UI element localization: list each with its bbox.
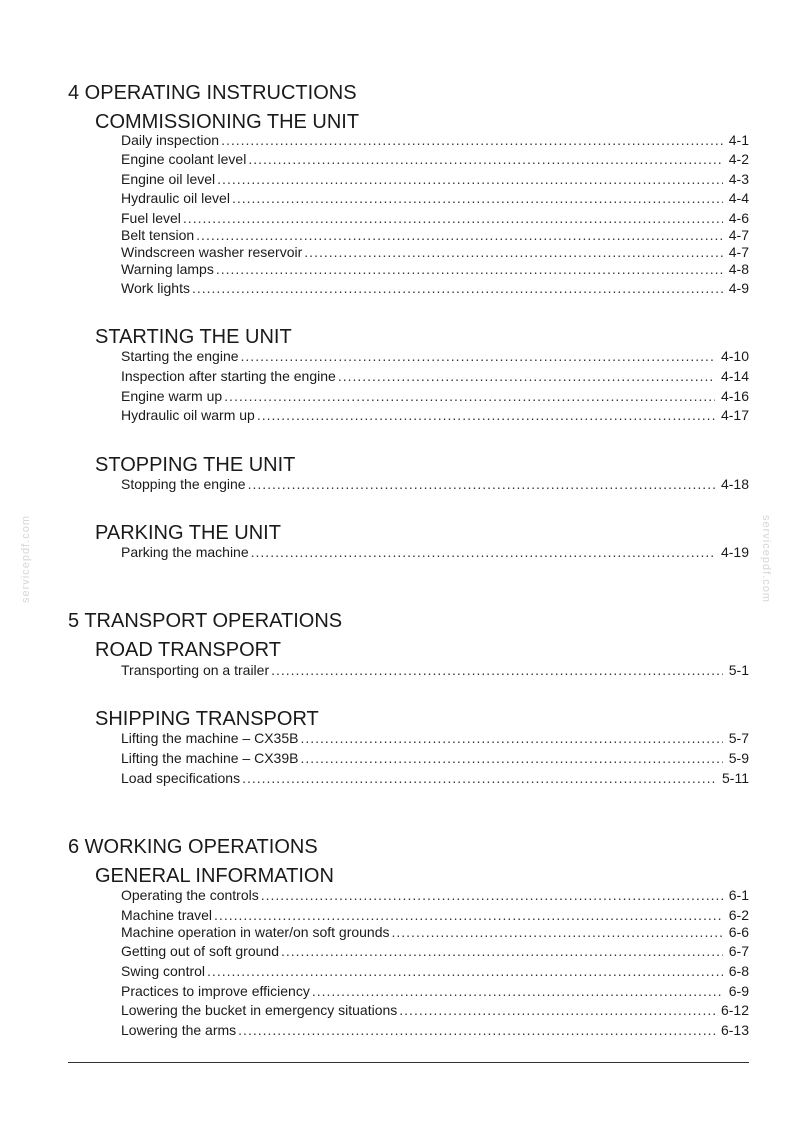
toc-entry[interactable] xyxy=(121,475,749,493)
chapter-title: 6 WORKING OPERATIONS xyxy=(68,836,318,858)
dot-leader xyxy=(232,189,723,207)
entry-label: Hydraulic oil warm up xyxy=(121,407,255,423)
toc-entry[interactable] xyxy=(121,769,749,787)
dot-leader xyxy=(338,367,715,385)
dot-leader xyxy=(251,543,715,561)
entry-page-number: 6-2 xyxy=(728,907,749,923)
entry-page-number: 6-6 xyxy=(728,924,749,940)
toc-entry[interactable] xyxy=(121,1001,749,1019)
entry-page-number: 4-18 xyxy=(720,476,749,492)
entry-page-number: 4-6 xyxy=(728,210,749,226)
dot-leader xyxy=(261,886,723,904)
entry-label: Load specifications xyxy=(121,770,241,786)
entry-label: Operating the controls xyxy=(121,887,259,903)
entry-page-number: 6-9 xyxy=(728,983,749,999)
section-title: SHIPPING TRANSPORT xyxy=(95,708,319,730)
entry-label: Getting out of soft ground xyxy=(121,943,279,959)
toc-entry[interactable] xyxy=(121,962,749,980)
dot-leader xyxy=(399,1001,715,1019)
entry-page-number: 5-7 xyxy=(728,730,749,746)
section-title: STARTING THE UNIT xyxy=(95,326,292,348)
dot-leader xyxy=(271,661,723,679)
entry-page-number: 4-10 xyxy=(720,348,749,364)
entry-label: Work lights xyxy=(121,280,190,296)
toc-entry[interactable] xyxy=(121,1021,749,1039)
entry-page-number: 4-3 xyxy=(728,171,749,187)
entry-page-number: 5-11 xyxy=(722,770,749,786)
entry-page-number: 6-12 xyxy=(720,1002,749,1018)
toc-entry[interactable] xyxy=(121,189,749,207)
entry-label: Lifting the machine – CX35B xyxy=(121,730,299,746)
watermark-left: servicepdf.com xyxy=(20,515,32,603)
dot-leader xyxy=(192,279,723,297)
section-title: ROAD TRANSPORT xyxy=(95,639,281,661)
entry-label: Lowering the arms xyxy=(121,1022,237,1038)
section-title: GENERAL INFORMATION xyxy=(95,865,334,887)
toc-entry[interactable] xyxy=(121,260,749,278)
entry-page-number: 6-1 xyxy=(728,887,749,903)
dot-leader xyxy=(392,923,723,941)
entry-label: Starting the engine xyxy=(121,348,239,364)
toc-entry[interactable] xyxy=(121,729,749,747)
dot-leader xyxy=(238,1021,715,1039)
entry-label: Hydraulic oil level xyxy=(121,190,230,206)
dot-leader xyxy=(257,406,715,424)
entry-page-number: 4-17 xyxy=(720,407,749,423)
toc-entry[interactable] xyxy=(121,226,749,244)
dot-leader xyxy=(242,769,716,787)
entry-label: Daily inspection xyxy=(121,132,220,148)
entry-label: Lifting the machine – CX39B xyxy=(121,750,299,766)
entry-label: Inspection after starting the engine xyxy=(121,368,336,384)
entry-label: Fuel level xyxy=(121,210,181,226)
dot-leader xyxy=(248,150,722,168)
toc-entry[interactable] xyxy=(121,387,749,405)
entry-label: Engine oil level xyxy=(121,171,216,187)
toc-entry[interactable] xyxy=(121,170,749,188)
section-title: PARKING THE UNIT xyxy=(95,522,281,544)
toc-entry[interactable] xyxy=(121,131,749,149)
toc-entry[interactable] xyxy=(121,661,749,679)
toc-entry[interactable] xyxy=(121,279,749,297)
dot-leader xyxy=(221,131,723,149)
entry-label: Machine travel xyxy=(121,907,213,923)
entry-label: Belt tension xyxy=(121,227,195,243)
entry-page-number: 4-14 xyxy=(720,368,749,384)
dot-leader xyxy=(183,209,723,227)
dot-leader xyxy=(241,347,715,365)
entry-page-number: 4-4 xyxy=(728,190,749,206)
entry-page-number: 4-7 xyxy=(728,244,749,260)
toc-entry[interactable] xyxy=(121,749,749,767)
dot-leader xyxy=(207,962,723,980)
toc-entry[interactable] xyxy=(121,347,749,365)
entry-label: Warning lamps xyxy=(121,261,214,277)
entry-page-number: 4-9 xyxy=(728,280,749,296)
entry-page-number: 4-8 xyxy=(728,261,749,277)
section-title: COMMISSIONING THE UNIT xyxy=(95,111,360,133)
dot-leader xyxy=(214,906,723,924)
dot-leader xyxy=(216,260,723,278)
entry-label: Machine operation in water/on soft grounds xyxy=(121,924,390,940)
footer-divider xyxy=(68,1062,749,1063)
watermark-right: servicepdf.com xyxy=(760,515,772,603)
toc-entry[interactable] xyxy=(121,209,749,227)
entry-page-number: 4-1 xyxy=(728,132,749,148)
toc-entry[interactable] xyxy=(121,982,749,1000)
entry-page-number: 4-2 xyxy=(728,151,749,167)
entry-page-number: 5-9 xyxy=(728,750,749,766)
toc-entry[interactable] xyxy=(121,367,749,385)
entry-label: Practices to improve efficiency xyxy=(121,983,310,999)
entry-label: Transporting on a trailer xyxy=(121,662,270,678)
toc-entry[interactable] xyxy=(121,942,749,960)
dot-leader xyxy=(304,243,722,261)
entry-label: Swing control xyxy=(121,963,206,979)
entry-label: Engine coolant level xyxy=(121,151,247,167)
entry-page-number: 4-16 xyxy=(720,388,749,404)
dot-leader xyxy=(248,475,715,493)
toc-entry[interactable] xyxy=(121,543,749,561)
toc-entry[interactable] xyxy=(121,906,749,924)
toc-entry[interactable] xyxy=(121,150,749,168)
entry-page-number: 6-13 xyxy=(720,1022,749,1038)
toc-entry[interactable] xyxy=(121,923,749,941)
entry-label: Engine warm up xyxy=(121,388,223,404)
entry-label: Stopping the engine xyxy=(121,476,246,492)
chapter-title: 5 TRANSPORT OPERATIONS xyxy=(68,610,343,632)
dot-leader xyxy=(312,982,723,1000)
dot-leader xyxy=(300,729,722,747)
entry-page-number: 6-8 xyxy=(728,963,749,979)
dot-leader xyxy=(300,749,722,767)
entry-label: Parking the machine xyxy=(121,544,249,560)
entry-page-number: 5-1 xyxy=(728,662,749,678)
entry-label: Lowering the bucket in emergency situations xyxy=(121,1002,398,1018)
dot-leader xyxy=(196,226,723,244)
toc-entry[interactable] xyxy=(121,406,749,424)
dot-leader xyxy=(217,170,723,188)
entry-page-number: 4-7 xyxy=(728,227,749,243)
toc-entry[interactable] xyxy=(121,886,749,904)
dot-leader xyxy=(281,942,723,960)
entry-page-number: 6-7 xyxy=(728,943,749,959)
entry-label: Windscreen washer reservoir xyxy=(121,244,303,260)
dot-leader xyxy=(224,387,715,405)
entry-page-number: 4-19 xyxy=(720,544,749,560)
chapter-title: 4 OPERATING INSTRUCTIONS xyxy=(68,82,357,104)
section-title: STOPPING THE UNIT xyxy=(95,454,296,476)
toc-entry[interactable] xyxy=(121,243,749,261)
